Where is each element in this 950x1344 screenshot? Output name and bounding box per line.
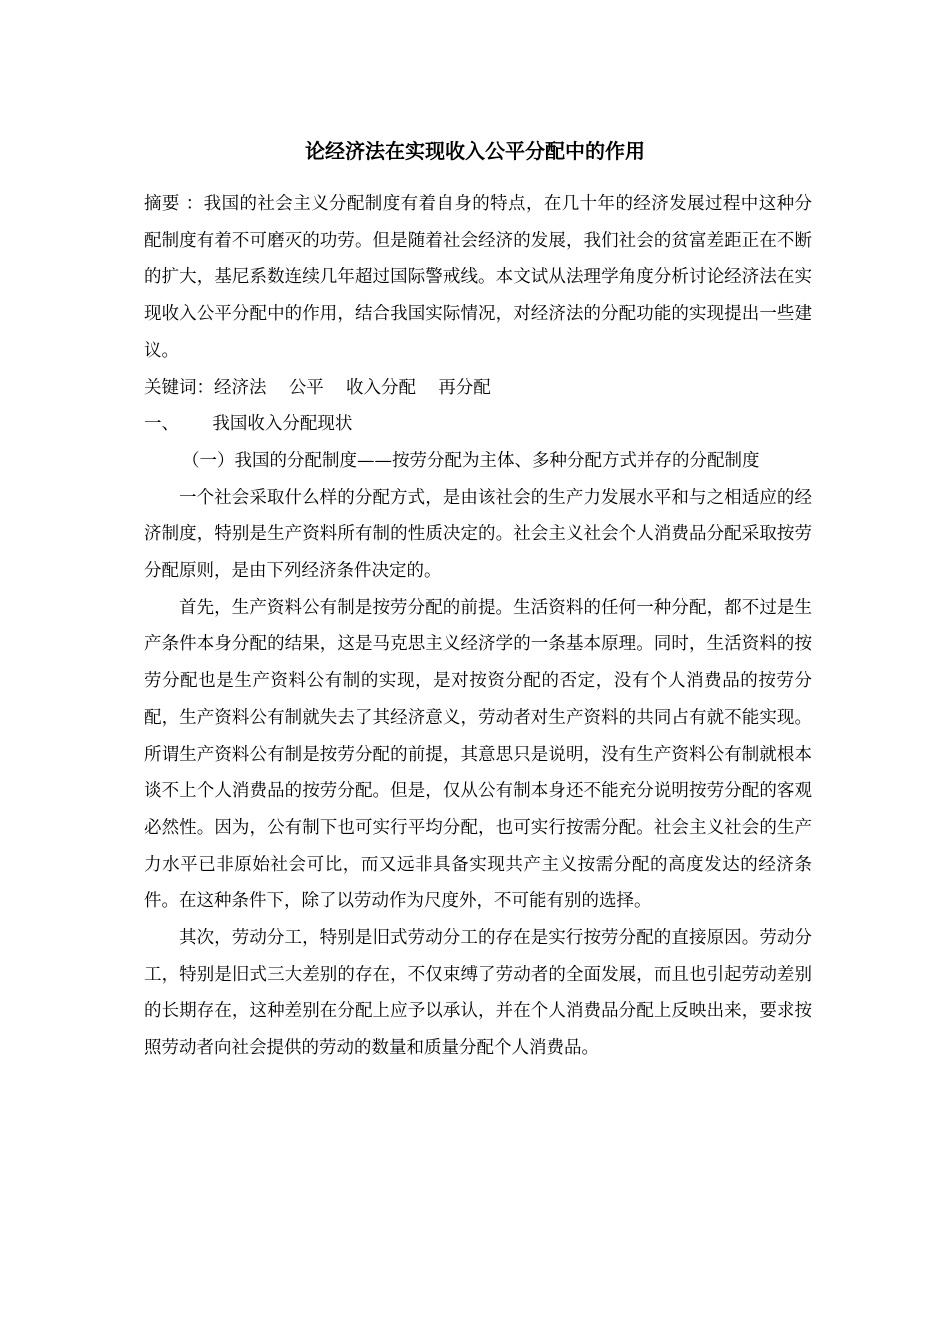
- body-paragraph: 一个社会采取什么样的分配方式，是由该社会的生产力发展水平和与之相适应的经济制度，特别是生产资料所有制的性质决定的。社会主义社会个人消费品分配采取按劳分配原则，是由下列经济条件决定的。: [144, 487, 812, 582]
- keywords-line: 关键词：经济法 公平 收入分配 再分配: [144, 377, 491, 398]
- document-body: [144, 186, 812, 1067]
- abstract-paragraph: 摘要 ：我国的社会主义分配制度有着自身的特点，在几十年的经济发展过程中这种分配制度有着不可磨灭的功劳。但是随着社会经济的发展，我们社会的贫富差距正在不断的扩大，基尼系数连续几年超过国际警戒线。本文试从法理学角度分析讨论经济法在实现收入公平分配中的作用，结合我国实际情况，对经济法的分配功能的实现提出一些建议。: [144, 194, 812, 361]
- body-paragraph: 其次，劳动分工，特别是旧式劳动分工的存在是实行按劳分配的直接原因。劳动分工，特别是旧式三大差别的存在，不仅束缚了劳动者的全面发展，而且也引起劳动差别的长期存在，这种差别在分配上应予以承认，并在个人消费品分配上反映出来，要求按照劳动者向社会提供的劳动的数量和质量分配个人消费品。: [144, 928, 812, 1059]
- subsection-heading: （一）我国的分配制度——按劳分配为主体、多种分配方式并存的分配制度: [182, 450, 760, 471]
- section-heading: 一、 我国收入分配现状: [144, 414, 353, 435]
- body-paragraph: 首先，生产资料公有制是按劳分配的前提。生活资料的任何一种分配，都不过是生产条件本身分配的结果，这是马克思主义经济学的一条基本原理。同时，生活资料的按劳分配也是生产资料公有制的实现，是对按资分配的否定，没有个人消费品的按劳分配，生产资料公有制就失去了其经济意义，劳动者对生产资料的共同占有就不能实现。所谓生产资料公有制是按劳分配的前提，其意思只是说明，没有生产资料公有制就根本谈不上个人消费品的按劳分配。但是，仅从公有制本身还不能充分说明按劳分配的客观必然性。因为，公有制下也可实行平均分配，也可实行按需分配。社会主义社会的生产力水平已非原始社会可比，而又远非具备实现共产主义按需分配的高度发达的经济条件。在这种条件下，除了以劳动作为尺度外，不可能有别的选择。: [144, 597, 812, 912]
- document-title: 论经济法在实现收入公平分配中的作用: [305, 139, 645, 163]
